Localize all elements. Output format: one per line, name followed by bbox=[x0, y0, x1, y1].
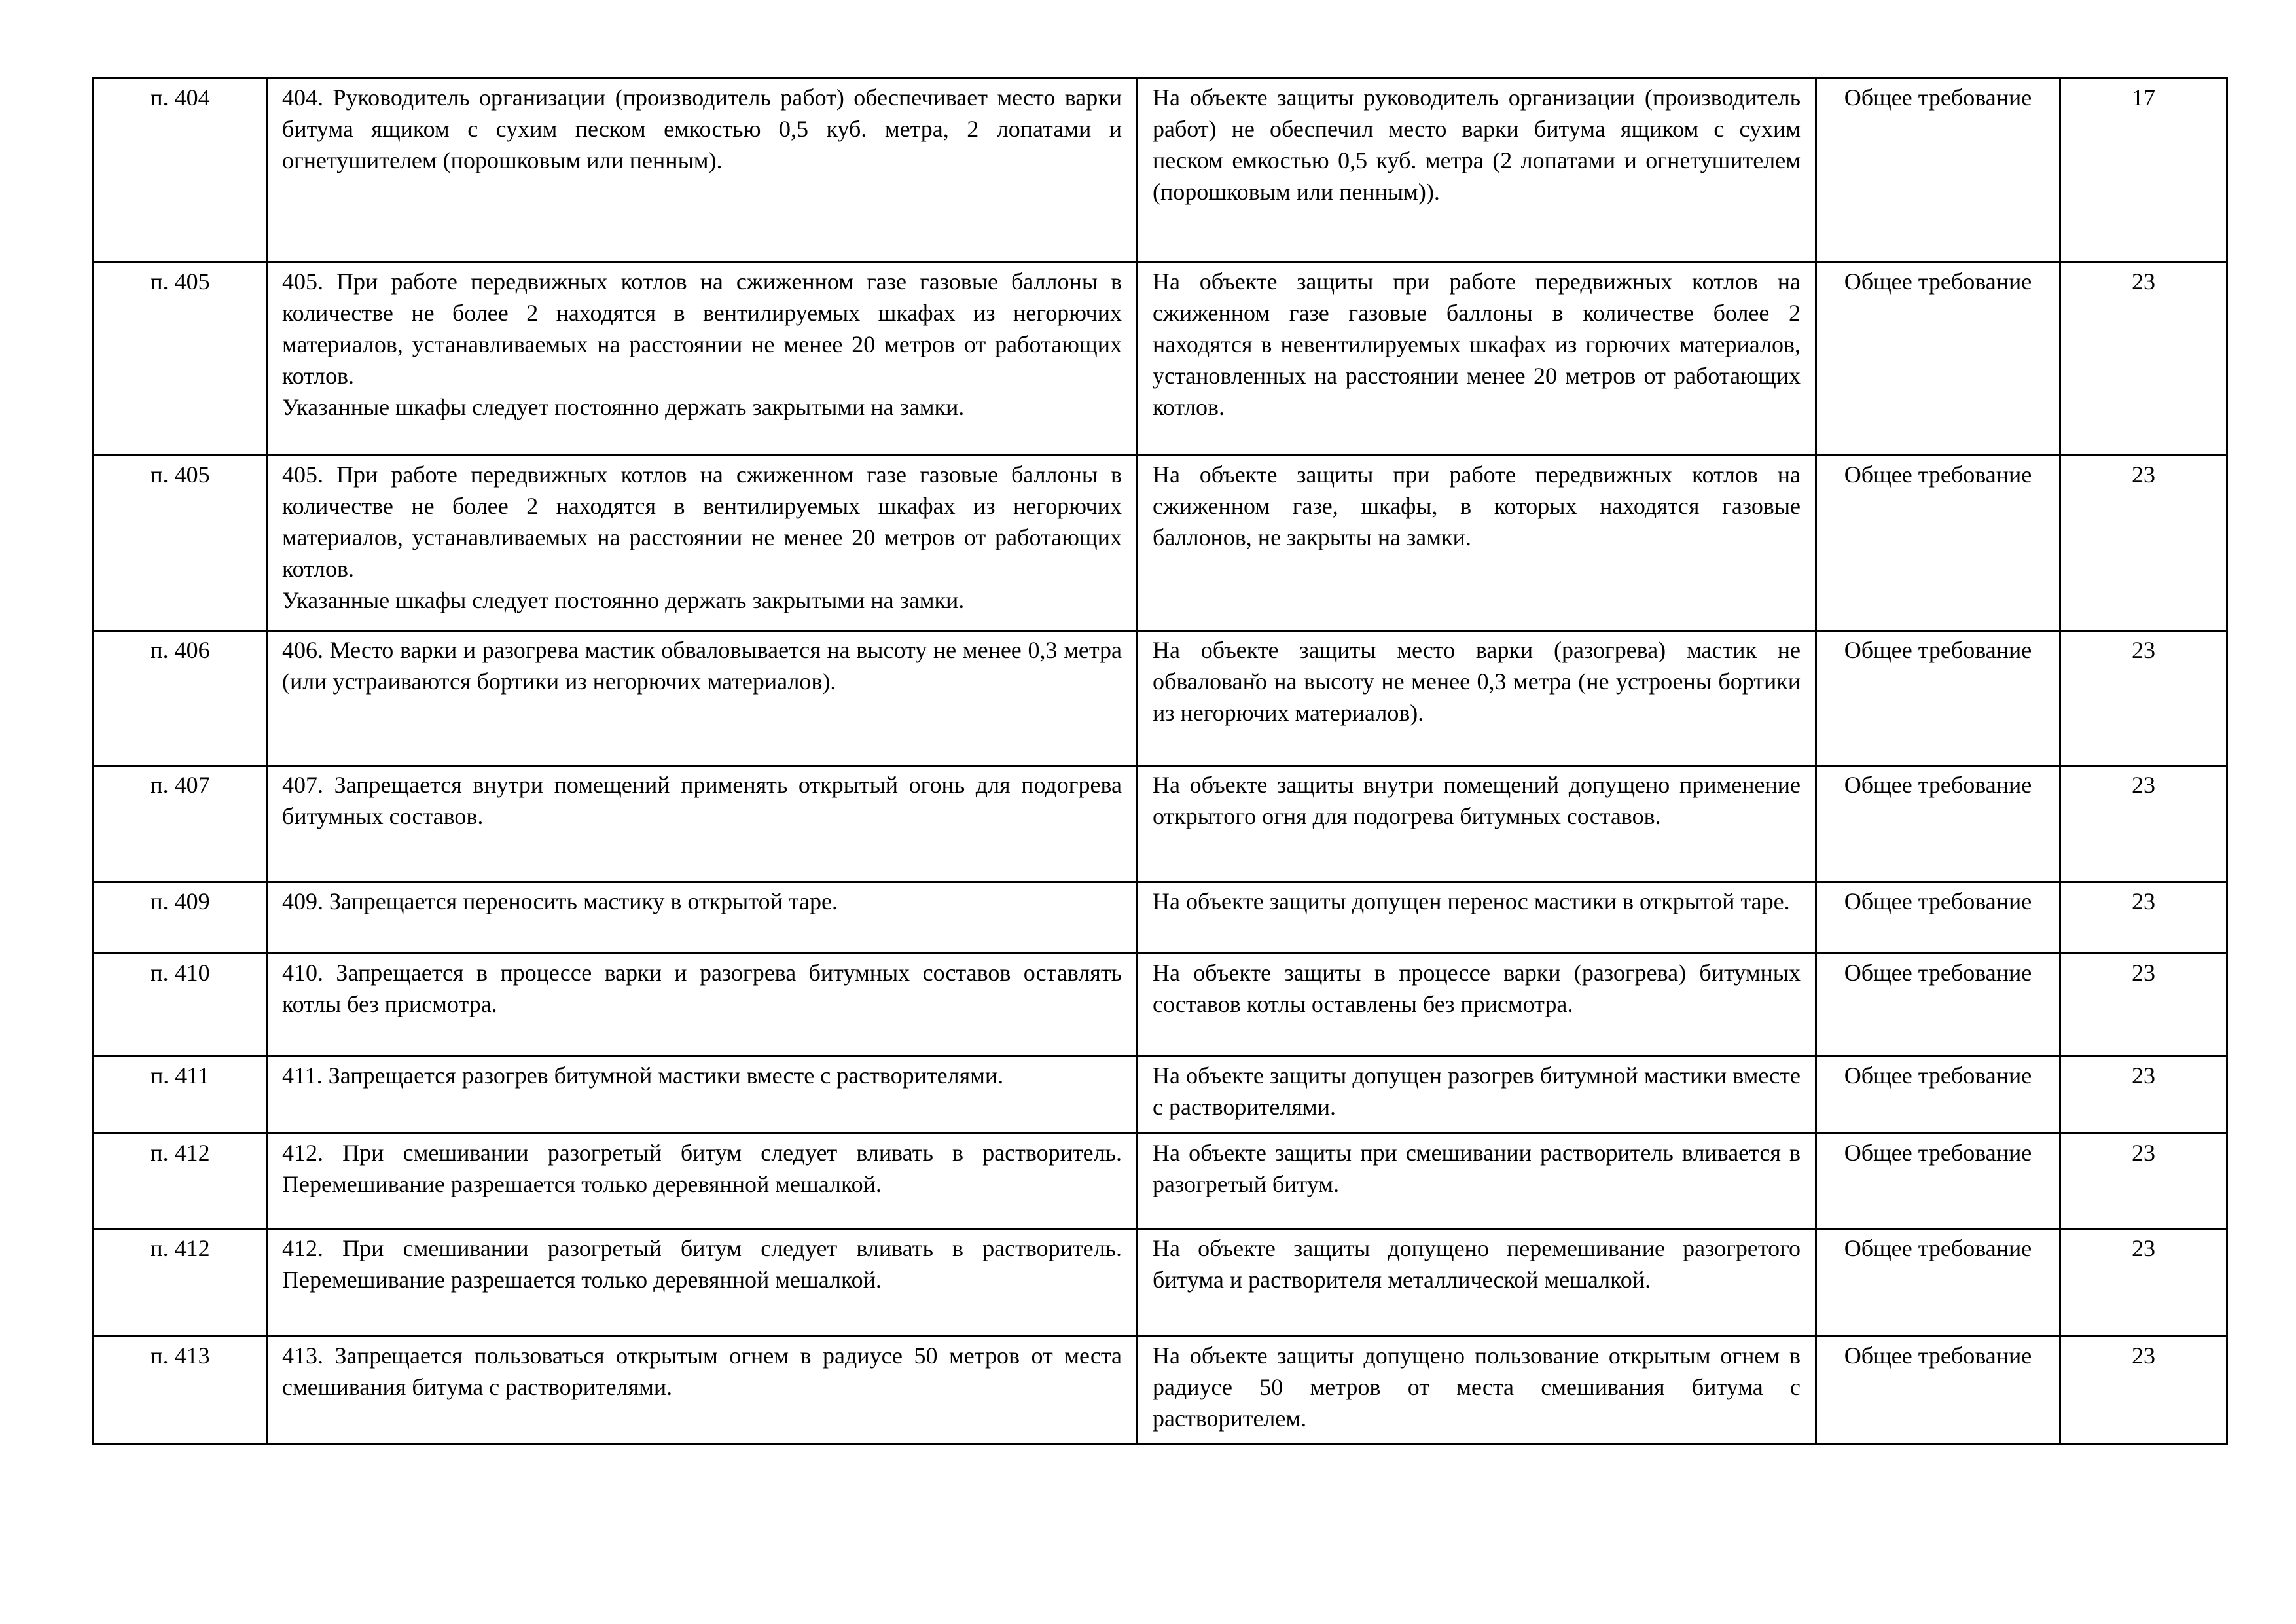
table-row bbox=[94, 766, 2227, 882]
requirement-paragraph: 412. При смешивании разогретый битум следует вливать в растворитель. Перемешивание разрешается только деревянной мешалкой. bbox=[282, 1140, 1122, 1197]
point-cell: п. 407 bbox=[94, 766, 267, 882]
requirement-cell bbox=[267, 882, 1138, 954]
violation-cell bbox=[1138, 262, 1816, 456]
requirement-type-cell: Общее требование bbox=[1816, 954, 2060, 1056]
requirement-type-cell: Общее требование bbox=[1816, 882, 2060, 954]
point-cell: п. 404 bbox=[94, 79, 267, 262]
requirement-cell bbox=[267, 1134, 1138, 1229]
requirement-type-cell: Общее требование bbox=[1816, 262, 2060, 456]
table-row bbox=[94, 1056, 2227, 1134]
article-cell: 23 bbox=[2060, 882, 2227, 954]
violation-cell bbox=[1138, 1134, 1816, 1229]
violation-cell bbox=[1138, 1337, 1816, 1445]
point-cell: п. 411 bbox=[94, 1056, 267, 1134]
violation-text: На объекте защиты допущено перемешивание разогретого битума и растворителя металлической мешалкой. bbox=[1153, 1235, 1801, 1293]
point-cell: п. 405 bbox=[94, 456, 267, 631]
requirement-paragraph: 405. При работе передвижных котлов на сжиженном газе газовые баллоны в количестве не более 2 находятся в вентилируемых шкафах из негорючих материалов, устанавливаемых на расстоянии не менее 20 метров от работающих котлов. bbox=[282, 268, 1122, 389]
violation-cell bbox=[1138, 1056, 1816, 1134]
requirement-cell bbox=[267, 631, 1138, 766]
article-cell: 17 bbox=[2060, 79, 2227, 262]
violation-text: На объекте защиты допущен разогрев битумной мастики вместе с растворителями. bbox=[1153, 1062, 1801, 1120]
requirement-type-cell: Общее требование bbox=[1816, 1229, 2060, 1337]
article-cell: 23 bbox=[2060, 631, 2227, 766]
violation-text: На объекте защиты место варки (разогрева) мастик не обвалован̆о на высоту не менее 0,3 метра (не устроены бортики из негорючих материалов). bbox=[1153, 637, 1801, 726]
article-cell: 23 bbox=[2060, 1134, 2227, 1229]
requirement-paragraph: 407. Запрещается внутри помещений применять открытый огонь для подогрева битумных составов. bbox=[282, 772, 1122, 829]
violation-text: На объекте защиты при работе передвижных котлов на сжиженном газе, шкафы, в которых находятся газовые баллонов, не закрыты на замки. bbox=[1153, 461, 1801, 550]
requirement-type-cell: Общее требование bbox=[1816, 631, 2060, 766]
requirement-cell bbox=[267, 1056, 1138, 1134]
violation-text: На объекте защиты руководитель организации (производитель работ) не обеспечил место варки битума ящиком с сухим песком емкостью 0,5 куб. метра (2 лопатами и огнетушителем (порошковым или пенным)). bbox=[1153, 84, 1801, 205]
requirement-type-cell: Общее требование bbox=[1816, 1134, 2060, 1229]
table-row bbox=[94, 882, 2227, 954]
requirement-cell bbox=[267, 456, 1138, 631]
table-row bbox=[94, 1337, 2227, 1445]
requirement-cell bbox=[267, 766, 1138, 882]
violation-text: На объекте защиты в процессе варки (разогрева) битумных составов котлы оставлены без присмотра. bbox=[1153, 960, 1801, 1017]
point-cell: п. 405 bbox=[94, 262, 267, 456]
requirement-paragraph: 412. При смешивании разогретый битум следует вливать в растворитель. Перемешивание разрешается только деревянной мешалкой. bbox=[282, 1235, 1122, 1293]
table-row bbox=[94, 456, 2227, 631]
violation-text: На объекте защиты при работе передвижных котлов на сжиженном газе газовые баллоны в количестве более 2 находятся в невентилируемых шкафах из горючих материалов, установленных на расстоянии менее 20 метров от работающих котлов. bbox=[1153, 268, 1801, 420]
requirement-paragraph: 413. Запрещается пользоваться открытым огнем в радиусе 50 метров от места смешивания битума с растворителями. bbox=[282, 1343, 1122, 1400]
requirement-paragraph: Указанные шкафы следует постоянно держать закрытыми на замки. bbox=[282, 587, 965, 613]
requirement-type-cell: Общее требование bbox=[1816, 79, 2060, 262]
requirement-type-cell: Общее требование bbox=[1816, 1056, 2060, 1134]
point-cell: п. 409 bbox=[94, 882, 267, 954]
point-cell: п. 413 bbox=[94, 1337, 267, 1445]
point-cell: п. 412 bbox=[94, 1229, 267, 1337]
requirement-cell bbox=[267, 954, 1138, 1056]
table-row bbox=[94, 262, 2227, 456]
requirement-type-cell: Общее требование bbox=[1816, 766, 2060, 882]
requirement-cell bbox=[267, 1229, 1138, 1337]
requirement-paragraph: 404. Руководитель организации (производитель работ) обеспечивает место варки битума ящиком с сухим песком емкостью 0,5 куб. метра, 2 лопатами и огнетушителем (порошковым или пенным). bbox=[282, 84, 1122, 173]
requirements-table bbox=[92, 77, 2228, 1445]
article-cell: 23 bbox=[2060, 262, 2227, 456]
requirement-paragraph: 410. Запрещается в процессе варки и разогрева битумных составов оставлять котлы без присмотра. bbox=[282, 960, 1122, 1017]
table-row bbox=[94, 1229, 2227, 1337]
requirement-cell bbox=[267, 1337, 1138, 1445]
violation-cell bbox=[1138, 1229, 1816, 1337]
requirement-type-cell: Общее требование bbox=[1816, 456, 2060, 631]
violation-cell bbox=[1138, 954, 1816, 1056]
requirement-paragraph: 405. При работе передвижных котлов на сжиженном газе газовые баллоны в количестве не более 2 находятся в вентилируемых шкафах из негорючих материалов, устанавливаемых на расстоянии не менее 20 метров от работающих котлов. bbox=[282, 461, 1122, 582]
violation-text: На объекте защиты внутри помещений допущено применение открытого огня для подогрева битумных составов. bbox=[1153, 772, 1801, 829]
article-cell: 23 bbox=[2060, 766, 2227, 882]
article-cell: 23 bbox=[2060, 456, 2227, 631]
table-row bbox=[94, 1134, 2227, 1229]
requirement-paragraph: 406. Место варки и разогрева мастик обваловывается на высоту не менее 0,3 метра (или устраиваются бортики из негорючих материалов). bbox=[282, 637, 1122, 695]
table-row bbox=[94, 79, 2227, 262]
requirement-cell bbox=[267, 262, 1138, 456]
requirement-cell bbox=[267, 79, 1138, 262]
violation-text: На объекте защиты при смешивании растворитель вливается в разогретый битум. bbox=[1153, 1140, 1801, 1197]
violation-cell bbox=[1138, 882, 1816, 954]
violation-cell bbox=[1138, 631, 1816, 766]
requirement-paragraph: Указанные шкафы следует постоянно держать закрытыми на замки. bbox=[282, 394, 965, 420]
violation-text: На объекте защиты допущен перенос мастики в открытой таре. bbox=[1153, 888, 1790, 914]
violation-cell bbox=[1138, 79, 1816, 262]
table-row bbox=[94, 954, 2227, 1056]
point-cell: п. 410 bbox=[94, 954, 267, 1056]
table-row bbox=[94, 631, 2227, 766]
violation-text: На объекте защиты допущено пользование открытым огнем в радиусе 50 метров от места смешивания битума с растворителем. bbox=[1153, 1343, 1801, 1432]
article-cell: 23 bbox=[2060, 1229, 2227, 1337]
article-cell: 23 bbox=[2060, 954, 2227, 1056]
violation-cell bbox=[1138, 766, 1816, 882]
requirement-type-cell: Общее требование bbox=[1816, 1337, 2060, 1445]
table-body bbox=[94, 79, 2227, 1445]
article-cell: 23 bbox=[2060, 1337, 2227, 1445]
point-cell: п. 406 bbox=[94, 631, 267, 766]
violation-cell bbox=[1138, 456, 1816, 631]
point-cell: п. 412 bbox=[94, 1134, 267, 1229]
requirement-paragraph: 411. Запрещается разогрев битумной мастики вместе с растворителями. bbox=[282, 1062, 1004, 1089]
requirement-paragraph: 409. Запрещается переносить мастику в открытой таре. bbox=[282, 888, 838, 914]
article-cell: 23 bbox=[2060, 1056, 2227, 1134]
